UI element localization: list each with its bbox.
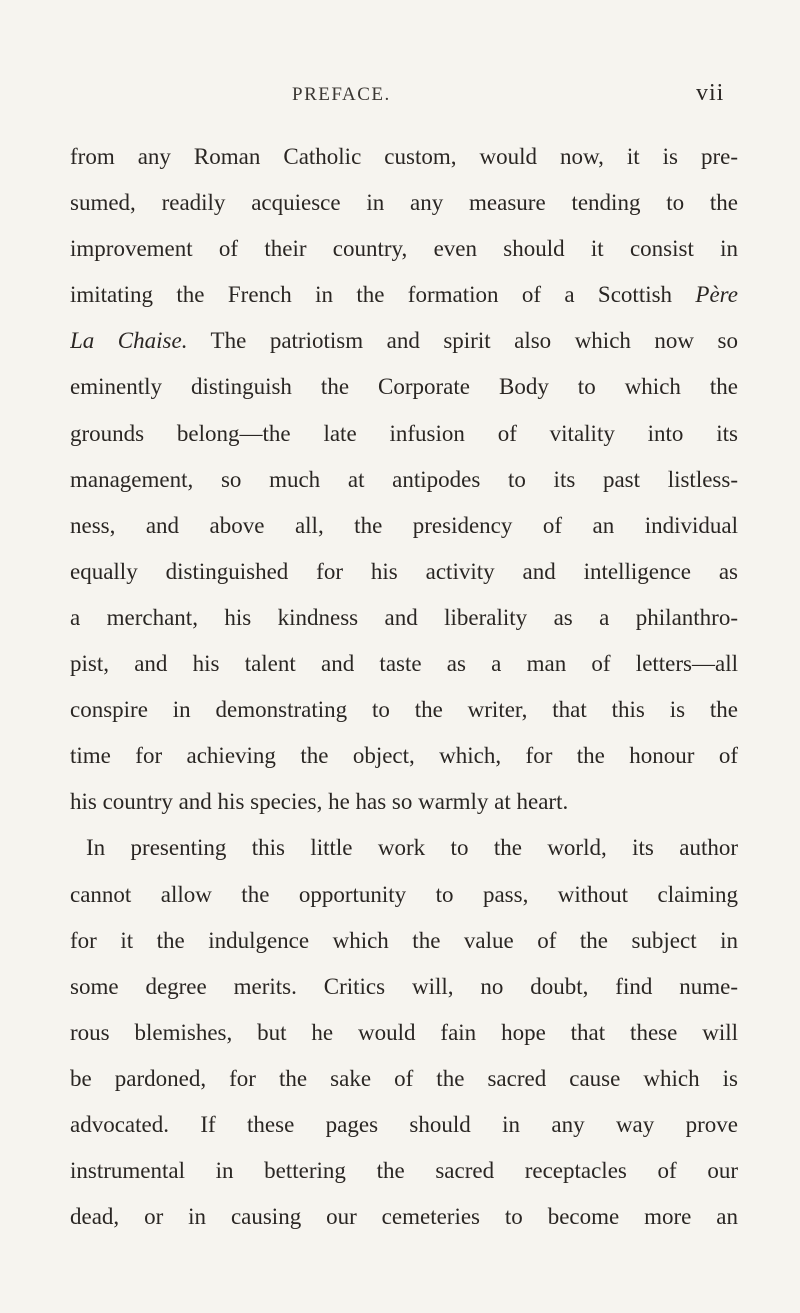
text-line-3: improvement of their country, even should it consist in xyxy=(70,236,738,262)
text-line-4-roman: imitating the French in the formation of a Scottish xyxy=(70,282,696,308)
text-line-5 xyxy=(70,325,738,371)
page-number: vii xyxy=(696,80,725,106)
italic-pere: Père xyxy=(695,282,738,308)
text-line-2: sumed, readily acquiesce in any measure tending to the xyxy=(70,190,738,216)
text-line-5-roman: The patriotism and spirit also which now so xyxy=(187,328,738,354)
italic-la-chaise: La Chaise. xyxy=(70,328,188,354)
text-line-13: conspire in demonstrating to the writer, that this is the xyxy=(70,697,738,723)
text-line-14: time for achieving the object, which, for the honour of xyxy=(70,743,738,769)
text-line-17: cannot allow the opportunity to pass, without claiming xyxy=(70,881,738,907)
text-line-23: instrumental in bettering the sacred receptacles of our xyxy=(70,1158,738,1184)
text-line-19: some degree merits. Critics will, no doubt, find nume- xyxy=(70,973,738,999)
text-line-4 xyxy=(70,279,738,325)
page-header xyxy=(0,80,800,114)
body-text xyxy=(70,141,738,1247)
text-line-12: pist, and his talent and taste as a man of letters—all xyxy=(70,651,738,677)
text-line-22: advocated. If these pages should in any way prove xyxy=(70,1111,738,1137)
text-line-18: for it the indulgence which the value of the subject in xyxy=(70,927,738,953)
running-head: PREFACE. xyxy=(292,84,391,105)
text-line-15: his country and his species, he has so warmly at heart. xyxy=(70,789,569,815)
text-line-10: equally distinguished for his activity and intelligence as xyxy=(70,558,738,584)
text-line-6: eminently distinguish the Corporate Body to which the xyxy=(70,374,738,400)
text-line-7: grounds belong—the late infusion of vitality into its xyxy=(70,420,738,446)
text-line-16: In presenting this little work to the world, its author xyxy=(86,835,738,861)
text-line-8: management, so much at antipodes to its past listless- xyxy=(70,466,738,492)
text-line-20: rous blemishes, but he would fain hope that these will xyxy=(70,1019,738,1045)
text-line-21: be pardoned, for the sake of the sacred cause which is xyxy=(70,1065,738,1091)
text-line-11: a merchant, his kindness and liberality as a philanthro- xyxy=(70,604,738,630)
text-line-24: dead, or in causing our cemeteries to become more an xyxy=(70,1204,738,1230)
text-line-1: from any Roman Catholic custom, would now, it is pre- xyxy=(70,144,738,169)
text-line-9: ness, and above all, the presidency of an individual xyxy=(70,512,738,538)
